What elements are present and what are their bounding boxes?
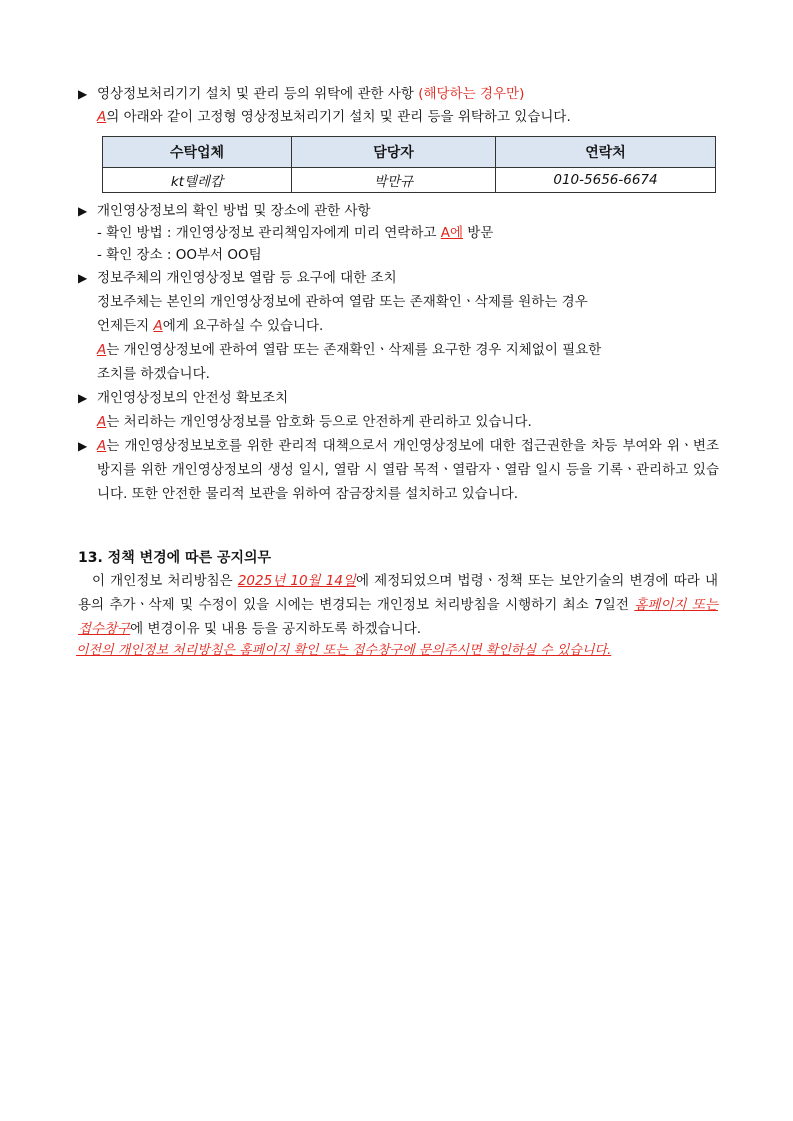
request-line: 조치를 하겠습니다. (97, 366, 210, 382)
policy-text: 에 변경이유 및 내용 등을 공지하도록 하겠습니다. (130, 621, 422, 637)
bullet-icon: ▶ (78, 439, 88, 453)
title-text: 영상정보처리기기 설치 및 관리 등의 위탁에 관한 사항 (97, 86, 414, 102)
request-line (97, 316, 323, 336)
safety-paragraph (97, 434, 719, 506)
trust-table (102, 136, 716, 193)
trust-description-text: 의 아래와 같이 고정형 영상정보처리기기 설치 및 관리 등을 위탁하고 있습니다. (106, 109, 571, 125)
request-text: 언제든지 (97, 318, 154, 334)
header-cell: 연락처 (496, 137, 716, 168)
request-text: 는 개인영상정보에 관하여 열람 또는 존재확인ㆍ삭제를 요구한 경우 지체없이 필요한 (106, 342, 602, 358)
org-placeholder: A (97, 342, 107, 358)
table-cell: 010-5656-6674 (496, 168, 716, 193)
policy-text: 이 개인정보 처리방침은 (92, 573, 238, 589)
safety-paragraph-text: 는 개인영상정보보호를 위한 관리적 대책으로서 개인영상정보에 대한 접근권한을 차등 부여와 위ㆍ변조 방지를 위한 개인영상정보의 생성 일시, 열람 시 열람 목적ㆍ열람자ㆍ열람 일시 등을 기록ㆍ관리하고 있습니다. 또한 안전한 물리적 보관을 위하여 잠금장치를 설치하고 있습니다. (97, 438, 719, 502)
request-line: 정보주체는 본인의 개인영상정보에 관하여 열람 또는 존재확인ㆍ삭제를 원하는 경우 (97, 294, 588, 310)
table-row (103, 168, 716, 193)
org-placeholder: A (153, 318, 163, 334)
header-cell: 수탁업체 (103, 137, 292, 168)
table-cell: kt텔레캅 (103, 168, 292, 193)
policy-place: 홈페이지 또는 접수창구 (78, 597, 718, 637)
section-title-safety: 개인영상정보의 안전성 확보조치 (97, 390, 289, 406)
bullet-icon: ▶ (78, 271, 88, 285)
org-placeholder: A (97, 109, 107, 125)
org-placeholder: A (97, 414, 107, 430)
org-placeholder: A에 (440, 225, 463, 241)
trust-description (97, 107, 571, 127)
table-header-row (103, 137, 716, 168)
bullet-icon: ▶ (78, 204, 88, 218)
header-cell: 담당자 (292, 137, 496, 168)
policy-text: 에 제정되었으며 법령ㆍ정책 또는 보안기술의 변경에 따라 내용의 추가ㆍ삭제 및 수정이 있을 시에는 변경되는 개인정보 처리방침을 시행하기 최소 7일전 (78, 573, 718, 613)
org-placeholder: A (97, 438, 107, 454)
policy-date: 2025년 10월 14일 (237, 573, 356, 589)
table-cell: 박만규 (292, 168, 496, 193)
section-heading-13: 13. 정책 변경에 따른 공지의무 (78, 550, 272, 566)
check-method-text: - 확인 방법 : 개인영상정보 관리책임자에게 미리 연락하고 (97, 225, 441, 241)
previous-policy-notice: 이전의 개인정보 처리방침은 홈페이지 확인 또는 접수창구에 문의주시면 확인하실 수 있습니다. (76, 643, 612, 658)
section-title-request: 정보주체의 개인영상정보 열람 등 요구에 대한 조치 (97, 270, 397, 286)
check-method-suffix: 방문 (462, 225, 494, 241)
policy-change-paragraph (78, 569, 718, 641)
safety-text: 는 처리하는 개인영상정보를 암호화 등으로 안전하게 관리하고 있습니다. (106, 414, 532, 430)
request-line (97, 340, 601, 360)
section-title-cctv-trust (97, 84, 524, 104)
title-note: (해당하는 경우만) (418, 86, 525, 102)
check-place: - 확인 장소 : OO부서 OO팀 (97, 247, 262, 263)
bullet-icon: ▶ (78, 391, 88, 405)
check-method (97, 223, 493, 243)
section-title-check: 개인영상정보의 확인 방법 및 장소에 관한 사항 (97, 203, 371, 219)
request-text: 에게 요구하실 수 있습니다. (162, 318, 324, 334)
bullet-icon: ▶ (78, 87, 88, 101)
safety-line (97, 412, 532, 432)
